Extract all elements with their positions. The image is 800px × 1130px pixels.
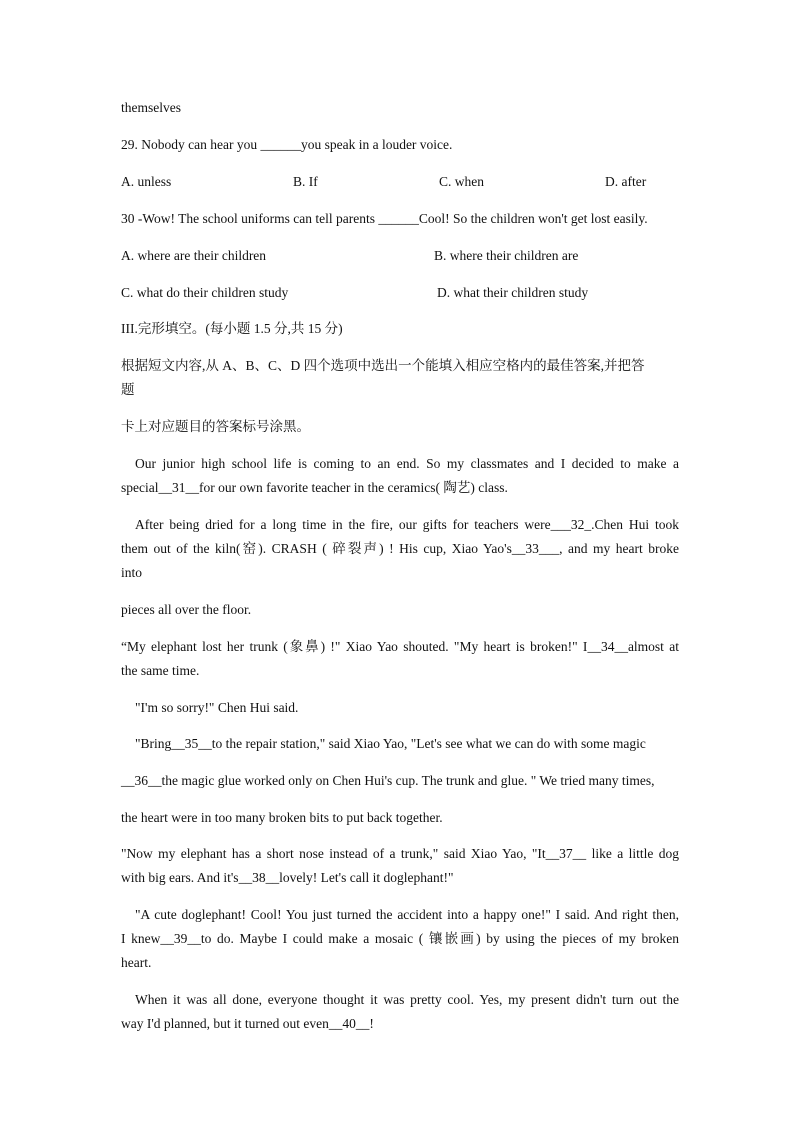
option-30-c: C. what do their children study	[121, 285, 289, 300]
passage-line	[121, 870, 453, 886]
option-29-d: D. after	[605, 174, 647, 189]
text-span: !	[369, 1016, 374, 1031]
passage-line	[121, 846, 679, 862]
text-span: way I'd planned, but it turned out even	[121, 1016, 329, 1031]
text-span: the magic glue worked only on Chen Hui's cup. The trunk and glue. " We tried many times,	[161, 773, 655, 788]
blank-35: __35__	[171, 736, 212, 751]
passage-line: into	[121, 565, 143, 580]
passage-line	[121, 931, 679, 947]
text-span: , and my heart broke	[559, 541, 679, 556]
blank-33: __33___	[511, 541, 560, 556]
passage-line	[135, 736, 646, 752]
option-29-c: C. when	[439, 174, 484, 189]
passage-line	[135, 517, 679, 533]
question-30: 30 -Wow! The school uniforms can tell parents ______Cool! So the children won't get lost easily.	[121, 211, 648, 226]
passage-line: pieces all over the floor.	[121, 602, 252, 617]
text-span: "Now my elephant has a short nose instead of a trunk," said Xiao Yao, "It	[121, 846, 546, 861]
passage-line: "I'm so sorry!" Chen Hui said.	[135, 700, 299, 715]
text-span: almost at	[627, 639, 679, 654]
passage-line: When it was all done, everyone thought it was pretty cool. Yes, my present didn't turn out the	[135, 992, 679, 1007]
blank-40: __40__	[328, 1016, 370, 1031]
blank-37: __37__	[545, 846, 587, 861]
option-30-b: B. where their children are	[434, 248, 579, 263]
text-span: special	[121, 480, 159, 495]
blank-34: __34__	[587, 639, 628, 654]
option-30-d: D. what their children study	[437, 285, 589, 300]
text-span: I knew	[121, 931, 161, 946]
text-line: themselves	[121, 100, 181, 115]
question-29: 29. Nobody can hear you ______you speak in a louder voice.	[121, 137, 453, 152]
instruction-line: 题	[121, 382, 135, 397]
blank-32: ___32_	[550, 517, 592, 532]
text-span: like a little dog	[586, 846, 679, 861]
passage-line	[121, 773, 655, 789]
blank-31: __31__	[158, 480, 199, 495]
text-span: to do. Maybe I could make a mosaic ( 镶嵌画) by using the pieces of my broken	[200, 931, 679, 946]
text-span: for our own favorite teacher in the ceramics( 陶艺) class.	[198, 480, 508, 495]
section-heading: III.完形填空。(每小题 1.5 分,共 15 分)	[121, 321, 343, 336]
text-span: "Bring	[135, 736, 172, 751]
option-29-a: A. unless	[121, 174, 172, 189]
text-span: them out of the kiln(窑). CRASH ( 碎裂声) ! His cup, Xiao Yao's	[121, 541, 512, 556]
text-span: .Chen Hui took	[591, 517, 679, 532]
passage-line: the same time.	[121, 663, 200, 678]
option-29-b: B. If	[293, 174, 318, 189]
passage-line: the heart were in too many broken bits to put back together.	[121, 810, 443, 825]
passage-line	[121, 541, 679, 557]
text-span: “My elephant lost her trunk (象鼻) !" Xiao Yao shouted. "My heart is broken!" I	[121, 639, 588, 654]
text-span: to the repair station," said Xiao Yao, "Let's see what we can do with some magic	[211, 736, 646, 751]
instruction-line: 卡上对应题目的答案标号涂黑。	[121, 419, 310, 434]
blank-38: __38__	[238, 870, 280, 885]
passage-line: "A cute doglephant! Cool! You just turned the accident into a happy one!" I said. And right then,	[135, 907, 679, 922]
passage-line: Our junior high school life is coming to an end. So my classmates and I decided to make a	[135, 456, 679, 471]
text-span: with big ears. And it's	[121, 870, 239, 885]
passage-line	[121, 1016, 374, 1032]
text-span: lovely! Let's call it doglephant!"	[279, 870, 454, 885]
blank-39: __39__	[160, 931, 201, 946]
text-span: After being dried for a long time in the fire, our gifts for teachers were	[135, 517, 551, 532]
option-30-a: A. where are their children	[121, 248, 267, 263]
blank-36: __36__	[121, 773, 162, 788]
instruction-line: 根据短文内容,从 A、B、C、D 四个选项中选出一个能填入相应空格内的最佳答案,并把答	[121, 358, 645, 373]
passage-line	[121, 480, 508, 496]
passage-line: heart.	[121, 955, 152, 970]
passage-line	[121, 639, 679, 655]
